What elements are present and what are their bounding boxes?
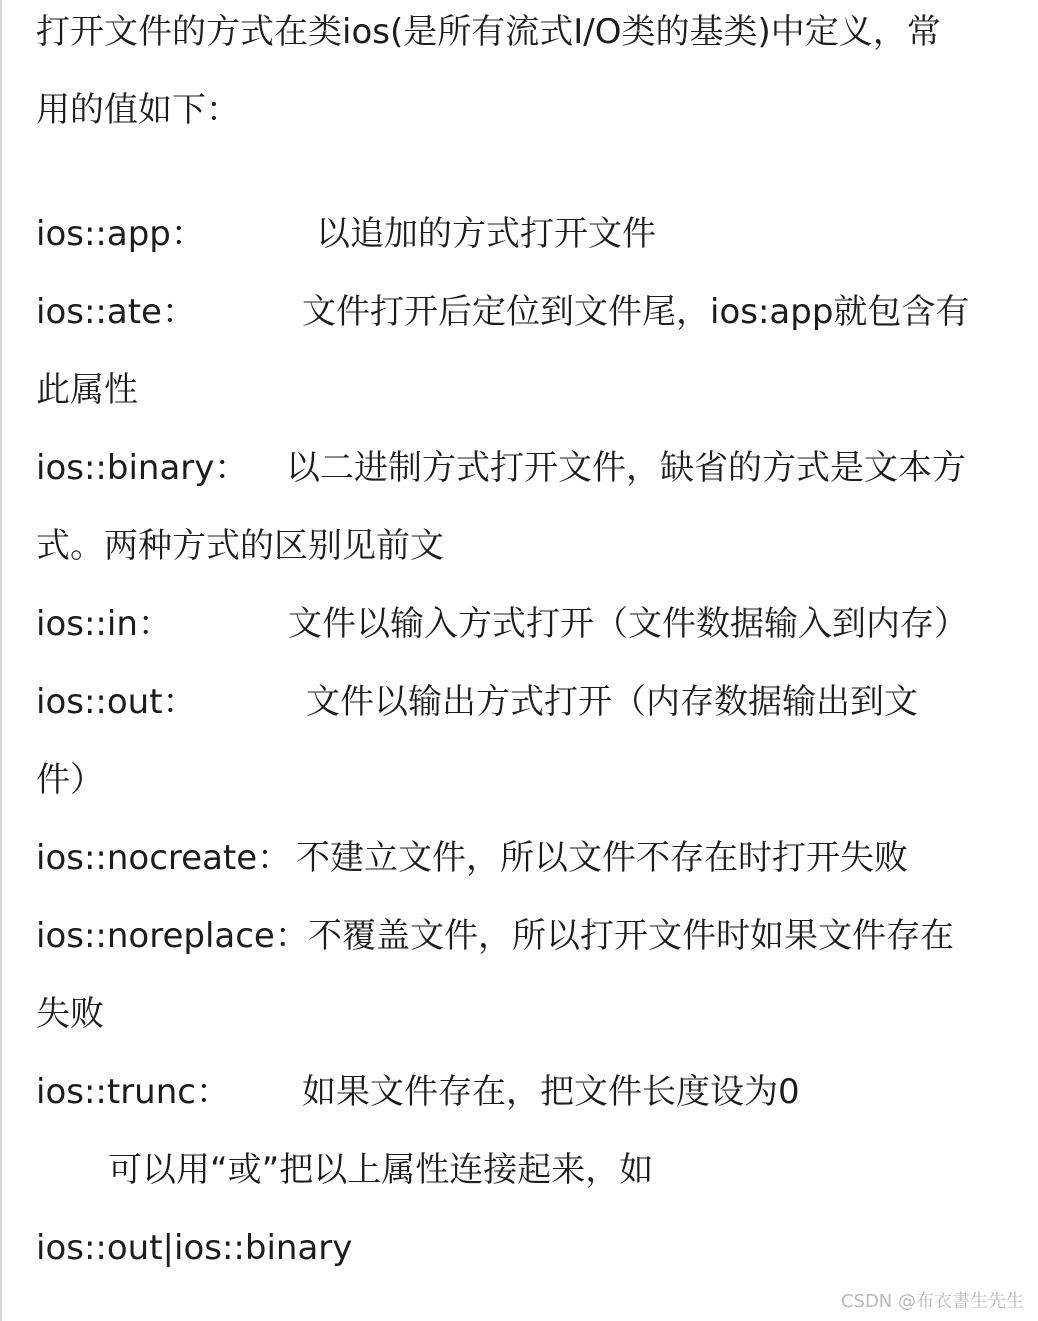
mode-item-noreplace [36,906,954,966]
mode-description: 不覆盖文件，所以打开文件时如果文件存在 [308,916,954,956]
mode-item-out [36,672,918,732]
mode-term: ios::binary： [36,448,249,488]
mode-term: ios::app： [36,214,205,254]
mode-term: ios::nocreate： [36,838,292,878]
mode-description: 如果文件存在，把文件长度设为0 [302,1072,800,1112]
mode-description-continued: 件） [36,760,104,800]
mode-item-in [36,594,968,654]
mode-term: ios::trunc： [36,1072,230,1112]
mode-description: 文件以输出方式打开（内存数据输出到文 [306,682,918,722]
mode-term: ios::in： [36,604,172,644]
combine-note: 可以用“或”把以上属性连接起来，如 [108,1150,654,1190]
page-edge-divider [0,0,2,1321]
mode-description-continued: 失败 [36,994,104,1034]
mode-description-continued: 此属性 [36,370,138,410]
intro-line-1: 打开文件的方式在类ios(是所有流式I/O类的基类)中定义，常 [36,12,941,52]
mode-term: ios::ate： [36,292,196,332]
mode-description: 文件以输入方式打开（文件数据输入到内存） [288,604,968,644]
combine-example: ios::out|ios::binary [36,1228,353,1268]
mode-item-trunc [36,1062,800,1122]
mode-item-nocreate [36,828,908,888]
mode-description: 文件打开后定位到文件尾，ios:app就包含有 [302,292,970,332]
mode-description: 以二进制方式打开文件，缺省的方式是文本方 [286,448,966,488]
mode-description: 以追加的方式打开文件 [316,214,656,254]
mode-item-app [36,204,656,264]
mode-term: ios::out： [36,682,197,722]
mode-item-binary [36,438,966,498]
intro-line-2: 用的值如下： [36,90,240,130]
source-watermark: CSDN @布衣書生先生 [840,1291,1024,1312]
mode-description: 不建立文件，所以文件不存在时打开失败 [296,838,908,878]
mode-term: ios::noreplace： [36,916,309,956]
mode-description-continued: 式。两种方式的区别见前文 [36,526,444,566]
mode-item-ate [36,282,970,342]
